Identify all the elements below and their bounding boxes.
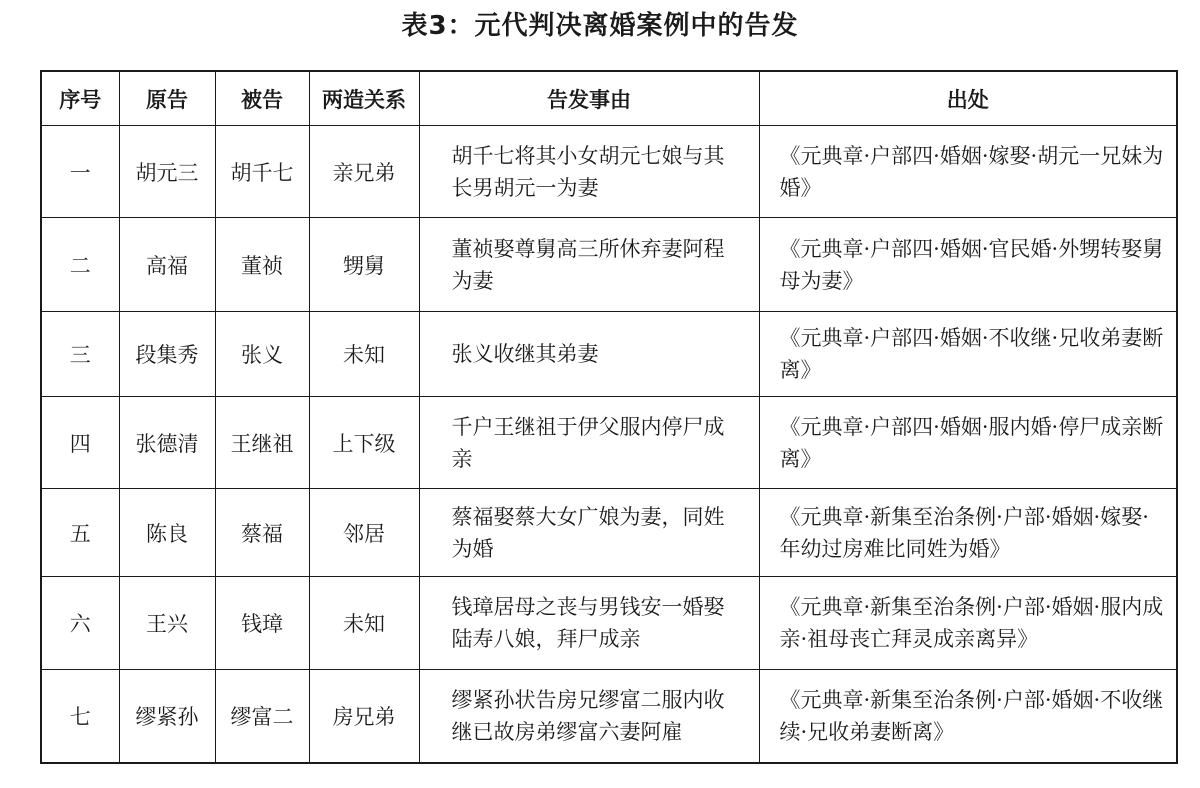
header-reason: 告发事由 [419, 71, 759, 126]
table-row [41, 312, 1177, 397]
cell-source: 《元典章·新集至治条例·户部·婚姻·不收继续·兄收弟妻断离》 [759, 670, 1177, 764]
cell-defendant: 董祯 [215, 218, 309, 312]
cell-relation: 房兄弟 [309, 670, 419, 764]
table-row [41, 577, 1177, 670]
cell-defendant: 缪富二 [215, 670, 309, 764]
cell-source: 《元典章·户部四·婚姻·不收继·兄收弟妻断离》 [759, 312, 1177, 397]
cell-no: 七 [41, 670, 119, 764]
cell-plaintiff: 王兴 [119, 577, 215, 670]
cell-source: 《元典章·新集至治条例·户部·婚姻·服内成亲·祖母丧亡拜灵成亲离异》 [759, 577, 1177, 670]
table-row [41, 489, 1177, 577]
header-defendant: 被告 [215, 71, 309, 126]
cell-reason: 胡千七将其小女胡元七娘与其长男胡元一为妻 [419, 126, 759, 218]
cell-source: 《元典章·户部四·婚姻·服内婚·停尸成亲断离》 [759, 397, 1177, 489]
cell-no: 二 [41, 218, 119, 312]
cell-plaintiff: 张德清 [119, 397, 215, 489]
header-relation: 两造关系 [309, 71, 419, 126]
cell-defendant: 蔡福 [215, 489, 309, 577]
cell-reason: 蔡福娶蔡大女广娘为妻，同姓为婚 [419, 489, 759, 577]
cell-reason: 千户王继祖于伊父服内停尸成亲 [419, 397, 759, 489]
cell-defendant: 张义 [215, 312, 309, 397]
header-no: 序号 [41, 71, 119, 126]
cell-source: 《元典章·新集至治条例·户部·婚姻·嫁娶·年幼过房难比同姓为婚》 [759, 489, 1177, 577]
cell-no: 五 [41, 489, 119, 577]
cell-relation: 亲兄弟 [309, 126, 419, 218]
cell-source: 《元典章·户部四·婚姻·嫁娶·胡元一兄妹为婚》 [759, 126, 1177, 218]
cell-reason: 董祯娶尊舅高三所休弃妻阿程为妻 [419, 218, 759, 312]
header-plaintiff: 原告 [119, 71, 215, 126]
cell-plaintiff: 高福 [119, 218, 215, 312]
header-source: 出处 [759, 71, 1177, 126]
cell-no: 四 [41, 397, 119, 489]
cell-relation: 未知 [309, 312, 419, 397]
cell-reason: 张义收继其弟妻 [419, 312, 759, 397]
cell-no: 三 [41, 312, 119, 397]
cell-relation: 甥舅 [309, 218, 419, 312]
cell-relation: 上下级 [309, 397, 419, 489]
table-row [41, 218, 1177, 312]
cell-plaintiff: 段集秀 [119, 312, 215, 397]
cell-relation: 未知 [309, 577, 419, 670]
table-header-row [41, 71, 1177, 126]
cell-reason: 钱璋居母之丧与男钱安一婚娶陆寿八娘，拜尸成亲 [419, 577, 759, 670]
cell-plaintiff: 胡元三 [119, 126, 215, 218]
cell-no: 六 [41, 577, 119, 670]
table-title: 表3：元代判决离婚案例中的告发 [401, 11, 799, 41]
cell-relation: 邻居 [309, 489, 419, 577]
cell-reason: 缪紧孙状告房兄缪富二服内收继已故房弟缪富六妻阿雇 [419, 670, 759, 764]
cell-no: 一 [41, 126, 119, 218]
cell-defendant: 胡千七 [215, 126, 309, 218]
divorce-cases-table [40, 70, 1178, 764]
table-row [41, 670, 1177, 764]
cell-plaintiff: 缪紧孙 [119, 670, 215, 764]
cell-defendant: 钱璋 [215, 577, 309, 670]
cell-defendant: 王继祖 [215, 397, 309, 489]
cell-plaintiff: 陈良 [119, 489, 215, 577]
cell-source: 《元典章·户部四·婚姻·官民婚·外甥转娶舅母为妻》 [759, 218, 1177, 312]
table-row [41, 126, 1177, 218]
table-row [41, 397, 1177, 489]
